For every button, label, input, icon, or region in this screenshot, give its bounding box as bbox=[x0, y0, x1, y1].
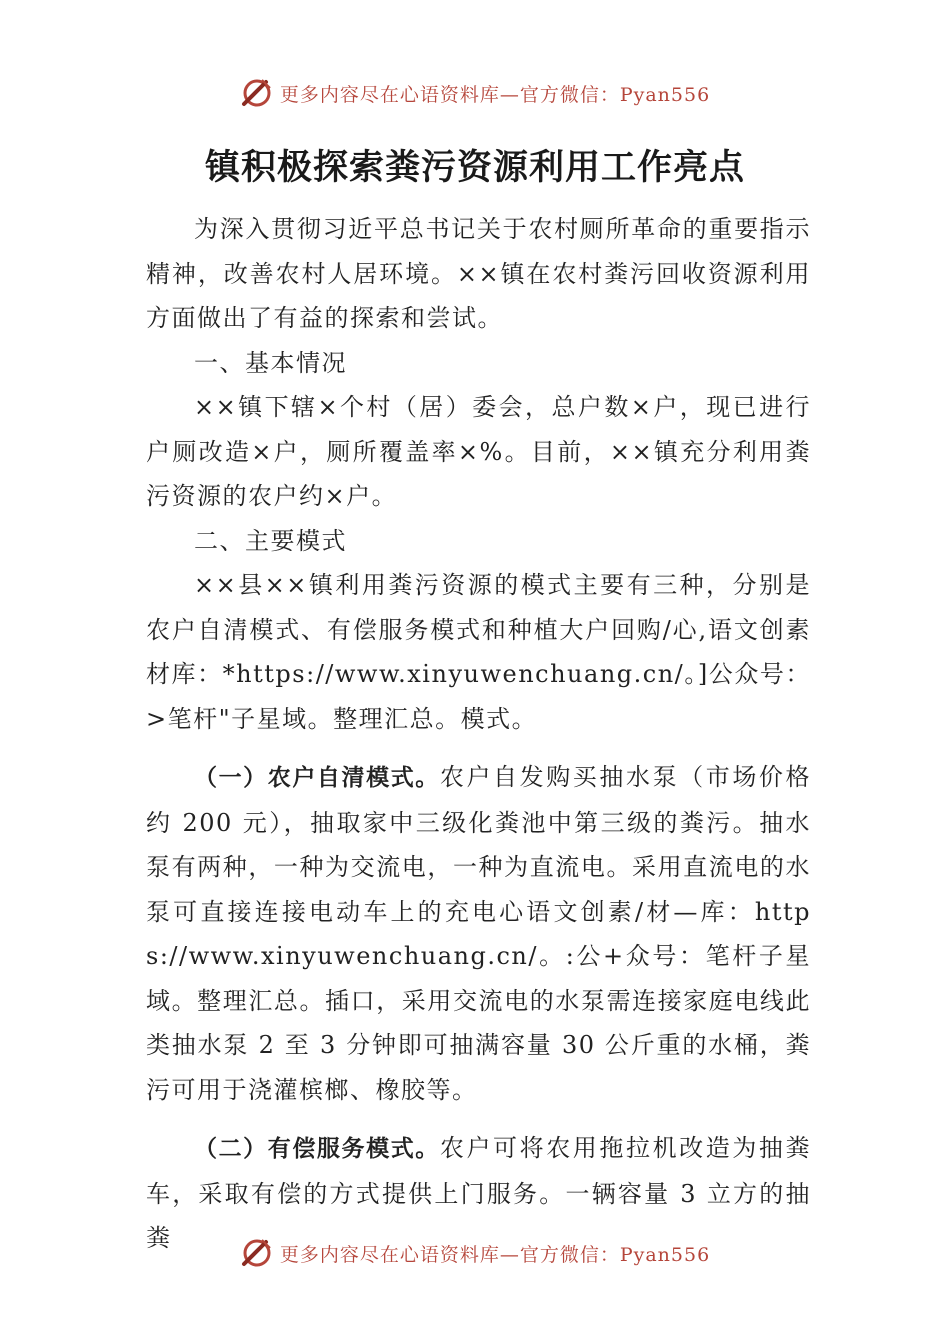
intro-paragraph: 为深入贯彻习近平总书记关于农村厕所革命的重要指示精神，改善农村人居环境。××镇在农村粪污回收资源利用方面做出了有益的探索和尝试。 bbox=[146, 215, 811, 332]
mode-two-label: （二）有偿服务模式。 bbox=[194, 1136, 440, 1162]
document-body bbox=[146, 207, 811, 1261]
mode-one-text: 农户自发购买抽水泵（市场价格约 200 元），抽取家中三级化粪池中第三级的粪污。抽水泵有两种，一种为交流电，一种为直流电。采用直流电的水泵可直接连接电动车上的充电心语文创素/材—库：https://www.xinyuwenchuang.cn/。:公+众号：笔杆子星域。整理汇总。插口，采用交流电的水泵需连接家庭电线此类抽水泵 2 至 3 分钟即可抽满容量 30 公斤重的水桶，粪污可用于浇灌槟榔、橡胶等。 bbox=[146, 763, 812, 1104]
basic-info-paragraph: ××镇下辖×个村（居）委会，总户数×户，现已进行户厕改造×户，厕所覆盖率×%。目前，××镇充分利用粪污资源的农户约×户。 bbox=[146, 393, 811, 510]
section-heading-basic: 一、基本情况 bbox=[194, 348, 347, 377]
footer-banner bbox=[0, 1233, 950, 1273]
section-heading-modes: 二、主要模式 bbox=[194, 526, 347, 555]
header-banner bbox=[0, 73, 950, 113]
header-banner-text: 更多内容尽在心语资料库—官方微信：Pyan556 bbox=[279, 83, 711, 106]
mode-one-label: （一）农户自清模式。 bbox=[194, 765, 440, 791]
modes-overview-paragraph: ××县××镇利用粪污资源的模式主要有三种，分别是农户自清模式、有偿服务模式和种植大户回购/心,语文创素材库：*https://www.xinyuwenchuang.cn/。]公众号：>笔杆"子星域。整理汇总。模式。 bbox=[146, 571, 811, 733]
brush-logo-icon bbox=[240, 76, 274, 110]
mode-one-paragraph bbox=[146, 755, 811, 1112]
mode-two-text: 农户可将农用拖拉机改造为抽粪车，采取有偿的方式提供上门服务。一辆容量 3 立方的抽粪 bbox=[146, 1134, 812, 1252]
document-title: 镇积极探索粪污资源利用工作亮点 bbox=[204, 148, 745, 188]
brush-logo-icon bbox=[240, 1236, 274, 1270]
footer-banner-text: 更多内容尽在心语资料库—官方微信：Pyan556 bbox=[279, 1243, 711, 1266]
